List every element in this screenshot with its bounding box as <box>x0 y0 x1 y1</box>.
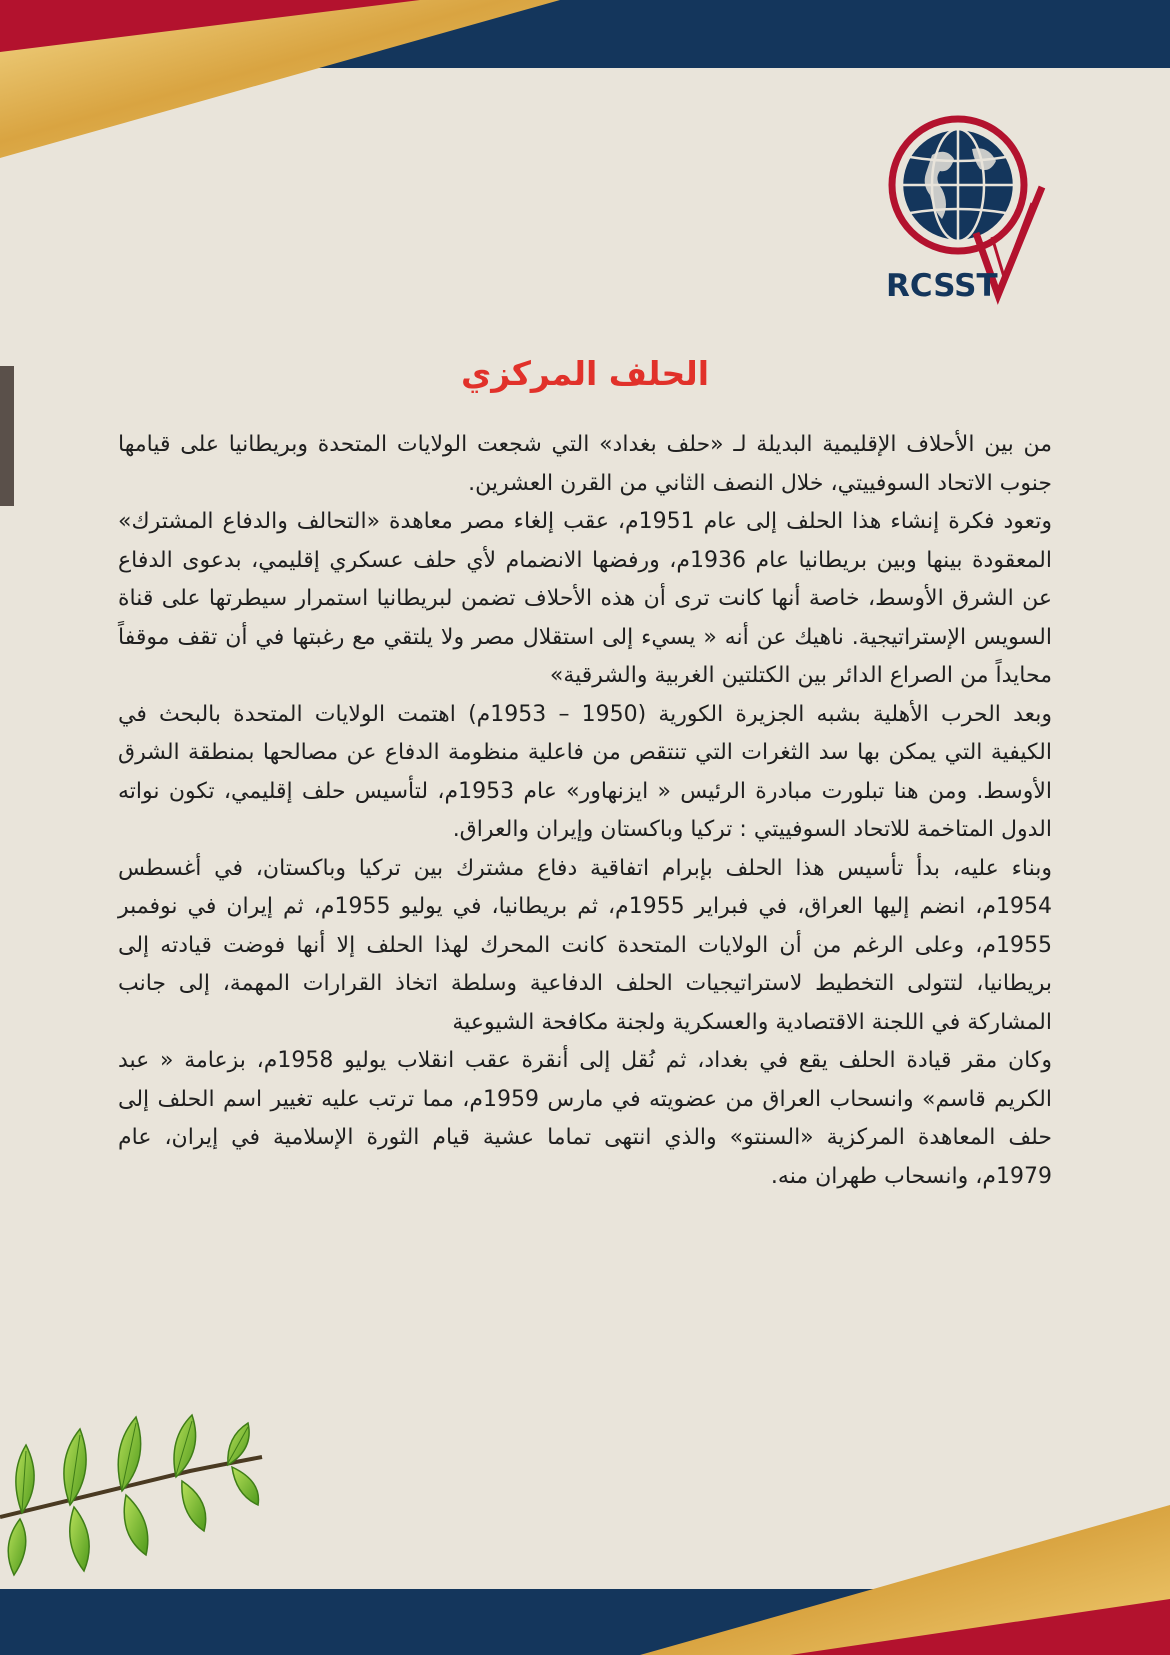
paragraph-1: من بين الأحلاف الإقليمية البديلة لـ «حلف بغداد» التي شجعت الولايات المتحدة وبريطانيا على قيامها جنوب الاتحاد السوفييتي، خلال النصف الثاني من القرن العشرين. <box>118 432 1052 496</box>
paragraph-2: وتعود فكرة إنشاء هذا الحلف إلى عام 1951م، عقب إلغاء مصر معاهدة «التحالف والدفاع المشترك» المعقودة بينها وبين بريطانيا عام 1936م، ورفضها الانضمام لأي حلف عسكري إقليمي، بدعوى الدفاع عن الشرق الأوسط، خاصة أنها كانت ترى أن هذه الأحلاف تضمن لبريطانيا استمرار سيطرتها على قناة السويس الإستراتيجية. ناهيك عن أنه « يسيء إلى استقلال مصر ولا يلتقي مع رغبتها في أن تقف موقفاً محايداً من الصراع الدائر بين الكتلتين الغربية والشرقية» <box>118 509 1053 688</box>
article-body <box>118 426 1052 1196</box>
paragraph-3: وبعد الحرب الأهلية بشبه الجزيرة الكورية (1950 – 1953م) اهتمت الولايات المتحدة بالبحث في الكيفية التي يمكن بها سد الثغرات التي تنتقص من فاعلية منظومة الدفاع عن مصالحها بمنطقة الشرق الأوسط. ومن هنا تبلورت مبادرة الرئيس « ايزنهاور» عام 1953م، لتأسيس حلف إقليمي، تكون نواته الدول المتاخمة للاتحاد السوفييتي : تركيا وباكستان وإيران والعراق. <box>118 701 1053 842</box>
page-title: الحلف المركزي <box>460 354 710 393</box>
bottom-corner-band <box>0 1495 1170 1655</box>
paragraph-4: وبناء عليه، بدأ تأسيس هذا الحلف بإبرام اتفاقية دفاع مشترك بين تركيا وباكستان، في أغسطس 1954م، انضم إليها العراق، في فبراير 1955م، ثم بريطانيا، في يوليو 1955م، ثم إيران في نوفمبر 1955م، وعلى الرغم من أن الولايات المتحدة كانت المحرك لهذا الحلف إلا أنها فوضت قيادته إلى بريطانيا، لتتولى التخطيط لاستراتيجيات الحلف الدفاعية وسلطة اتخاذ القرارات المهمة، إلى جانب المشاركة في اللجنة الاقتصادية والعسكرية ولجنة مكافحة الشيوعية <box>118 855 1052 1035</box>
paragraph-5: وكان مقر قيادة الحلف يقع في بغداد، ثم نُقل إلى أنقرة عقب انقلاب يوليو 1958م، بزعامة « عبد الكريم قاسم» وانسحاب العراق من عضويته في مارس 1959م، مما ترتب عليه تغيير اسم الحلف إلى حلف المعاهدة المركزية «السنتو» والذي انتهى تماما عشية قيام الثورة الإسلامية في إيران، عام 1979م، وانسحاب طهران منه. <box>118 1048 1052 1189</box>
logo-text: RCSST <box>886 268 998 304</box>
